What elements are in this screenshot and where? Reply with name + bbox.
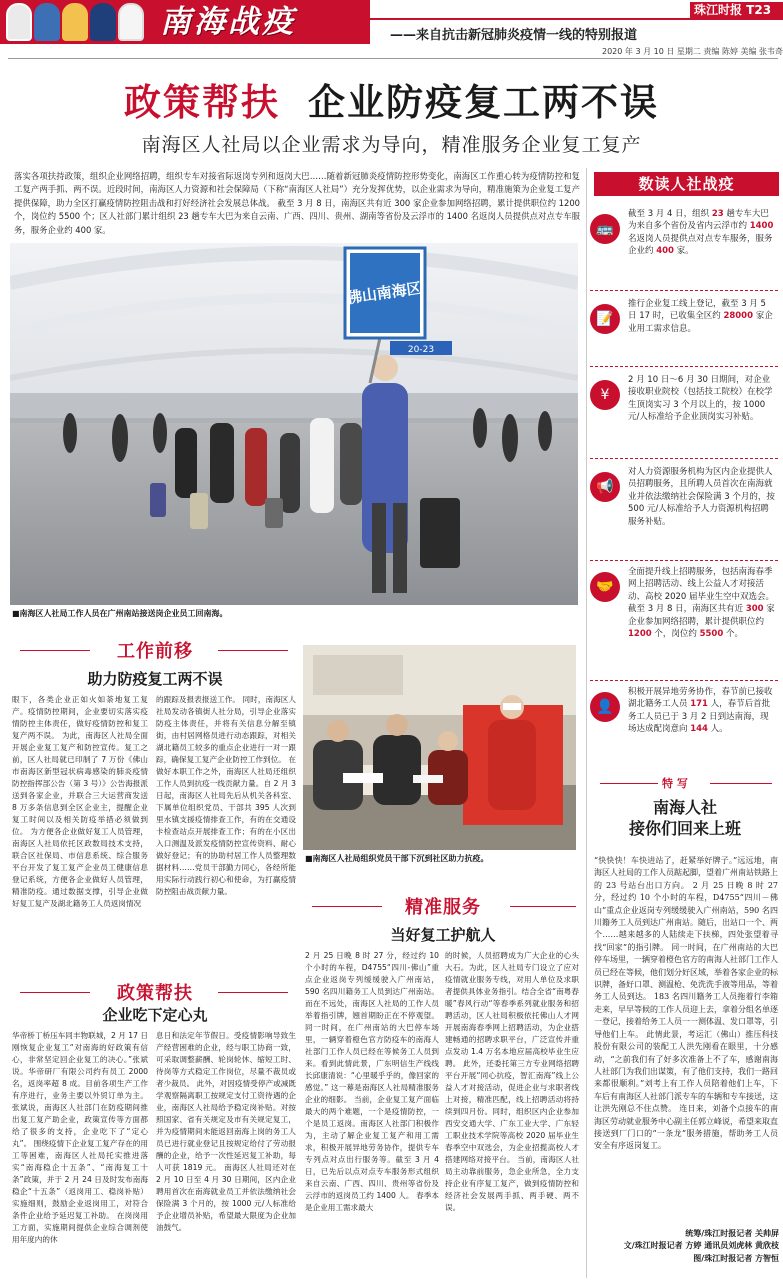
station-photo-illustration <box>10 243 578 605</box>
feature-deco-right <box>710 783 772 784</box>
sidebar-rule <box>590 290 778 291</box>
masthead-subtitle: ——来自抗击新冠肺炎疫情一线的特别报道 <box>390 28 638 43</box>
section1-title: 助力防疫复工两不误 <box>87 670 223 688</box>
sidebar-item-text: 全面提升线上招聘服务，包括南海春季网上招聘活动、线上公益人才对接活动、高校 2020 届毕业生空中双选会。截至 3 月 8 日，南海区共有近 300 家企业参加网络招聘，累计提供职位约 1200 个，岗位约 5500 个。 <box>628 567 775 640</box>
section2-kicker: 政策帮扶 <box>117 983 193 1004</box>
sidebar-item-money <box>590 374 780 454</box>
feature-deco-left <box>600 783 658 784</box>
top-divider <box>8 58 778 59</box>
masthead-title: 南海战疫 <box>160 4 296 40</box>
section3-col2: 的时候，人员招聘成为广大企业的心头大石。为此，区人社局专门设立了应对疫情就业服务专线，对用人单位及求职者提供具体业务指引。结合全省“南粤春暖”春风行动“等春季系列就业服务和招聘活动，区人社局积极依托佛山人才网开展南海春季网上招聘活动，为企业搭建畅通的招聘求职平台，广泛宣传并重点发动 1.4 万名本地应届高校毕业生应聘。 此外，还委托第三方专业网络招聘平台开展“同心抗疫，智汇南海”线上公益人才对接活动，促进企业与求职者线上对接，精准匹配，线上招聘活动将持续到四月份。同时，组织区内企业参加西安交通大学、广东工业大学、广东轻工职业技术学院等高校 2020 届毕业生春季空中双选会，为企业招揽高校人才搭建网络对接平台。 当前，南海区人社局主动靠前服务，急企业所急，全力支持企业有序复工复产，做到疫情防控和经济社会发展两手抓、两手硬、两不误。 <box>445 951 579 1212</box>
section1-col2: 的跟踪及报表报送工作。 同时，南海区人社局发动各镇街人社分局，引导企业落实防疫主体责任，并将有关信息分解至镇街，由村居网格员进行动态跟踪，对相关湖北籍员工较多的重点企业进行一对一跟踪，确保复工复产企业防控工作到位。 在做好本职工作之外，南海区人社局还组织工作人员到抗疫一线贡献力量。自 2 月 3 日起，南海区人社局先后从机关各科室、下属单位组织党员、干部共 395 人次到里水镇支援疫情排查工作，有的在交通设卡检查站点开展排查工作；有的在小区出入口测温及派发疫情防控宣传资料、耐心做好登记；有的协助村居工作人员整理数据材料……党员干部勤力同心，各经所能用实际行动践行初心和使命，为打赢疫情防控阻击战贡献力量。 <box>156 695 296 896</box>
money-icon: ¥ <box>590 380 620 410</box>
sidebar-rule <box>590 680 778 681</box>
section2-title: 企业吃下定心丸 <box>102 1006 208 1024</box>
community-photo-caption: ■南海区人社局组织党员干部下沉到社区助力抗疫。 <box>305 854 489 863</box>
credits <box>595 1228 779 1265</box>
document-icon: 📝 <box>590 304 620 334</box>
sidebar-heading: 数读人社战疫 <box>594 172 779 196</box>
community-photo <box>303 645 576 850</box>
sidebar-item-megaphone <box>590 466 780 556</box>
feature-title-line2: 接你们回来上班 <box>628 819 741 838</box>
section2-col2: 息日和法定年节假日。受疫情影响导致生产经营困难的企业，经与职工协商一致，可采取调整薪酬、轮岗轮休、缩短工时、待岗等方式稳定工作岗位，尽量不裁员或者少裁员。 此外，对因疫情受停产或减既学观察隔离职工按规定支付工资待遇的企业，南海区人社局给予稳定岗补贴。对按照国家、省有关规定及市有关规定复工，并为疫情期间未能返回南海上岗的务工人员已进行就业登记且按规定给付了劳动报酬的企业，给予一次性延迟复工补助，每人可获 1819 元。 南海区人社局还对在 2 月 10 日至 4 月 30 日期间，区内企业聘用首次在南海就业员工并依法缴纳社会保险满 3 个月的，按 1000 元/人标准给予企业增员补贴，希望最大限度为企业加油鼓气。 <box>156 1031 296 1232</box>
section3-col1: 2 月 25 日晚 8 时 27 分，经过约 10 个小时的车程，D4755“四川-佛山”重点企业返岗专列缓缓驶入广州南站，590 名四川籍务工人员到达广州南站。而在不远处，南海区人社局的工作人员举着指引牌，翘首期盼正在不停观望。同一时间，在广州南站的大巴停车场里，一辆穿着橙色官方防疫车的南海人社部门工作人员已经在等候务工人员到来。看到此情此景，广东明信生产线线长邱康清说：“心里暖乎乎的，像回家的感觉。” 这一幕是南海区人社局精准服务企业的细影。 当前，企业复工复产面临最大的两个难题，一个是疫情防控，一个是员工返岗。南海区人社部门积极作为，主动了解企业复工复产和用工需求，积极开展异地劳务协作，提供专车专列点对点出行服务等。截至 3 月 4 日，已先后以点对点专车服务形式组织来自云南、广西、四川、贵州等省份及云浮市的返岗员工约 1400 人。 春季本是企业用工需求最大 <box>305 951 439 1212</box>
handshake-icon: 🤝 <box>590 572 620 602</box>
headline-black: 企业防疫复工两不误 <box>308 80 659 124</box>
sidebar-item-bus <box>590 208 780 286</box>
sidebar-rule <box>590 458 778 459</box>
volunteer-illustration-icon <box>118 3 144 41</box>
page-subhead: 南海区人社局以企业需求为导向，精准服务企业复工复产 <box>141 134 642 156</box>
officer-illustration-icon <box>90 3 116 41</box>
sidebar-rule <box>590 366 778 367</box>
sidebar-divider <box>586 168 587 1278</box>
feature-badge: 特 写 <box>662 777 688 790</box>
section3-title: 当好复工护航人 <box>390 926 496 944</box>
sidebar-item-text: 积极开展异地劳务协作，春节前已接收湖北籍务工人员 171 人，春节后首批务工人员已于 3 月 2 日到达南海，现场达成配岗意向 144 人。 <box>628 687 773 735</box>
sidebar-item-text: 截至 3 月 4 日，组织 23 趟专车大巴为来自多个省份及省内云浮市约 1400 名返岗人员提供点对点专车服务，服务企业约 400 家。 <box>628 209 774 257</box>
sidebar-item-text: 对人力资源服务机构为区内企业提供人员招聘服务，且所聘人员首次在南海就业并依法缴纳社会保险满 3 个月的，按 500 元/人标准给予人力资源机构招聘服务补贴。 <box>628 467 775 527</box>
dateline: 2020 年 3 月 10 日 星期二 责编 陈婷 美编 张韦奇 <box>602 47 783 56</box>
sidebar-rule <box>590 560 778 561</box>
feature-title <box>592 797 778 839</box>
police-illustration-icon <box>34 3 60 41</box>
section2-col1: 华帝桥丁桥压车同丰物联城，2 月 17 日刚恢复企业复工“对南海的好政策有信心，非常坚定回企业复工的决心。”张斌说。华帝研厂有限公司约有员工 2000 名，返岗率超 8 成。目前各项生产工作有序进行，业务主要以外贸订单为主。张斌说，南海区人社部门在防疫期间推出复工复产助企业，政策宣传等方面都给了很多的支持，企业吃下了“定心丸”。 围绕疫情下企业复工复产存在的用工等困难，南海区人社局托实推进落实“南海稳企十五条”、“南海复工十条”政策，并于 2 月 24 日及时发布南海稳企“十五条”（返岗用工、稳岗补贴）实施细则，鼓励企业返岗用工，对符合条件企业给予延迟复工补助。 在岗岗用工方面，实施期间提供企业综合调剂使用年度内的休 <box>12 1031 148 1244</box>
section1-col1: 眼下，各类企业正如火如荼地复工复产。疫情防控期间，企业要切实落实疫情防控主体责任，做好疫情防控和复工复产两不误。 为此，南海区人社局全面开展企业复工复产和防控宣传。复工之前，区人社局就已印制了 7 万份《佛山市南海区新型冠状病毒感染的肺炎疫情防控指挥部公告（第 3 号）》公告海报派送到各家企业，并联合三大运营商发送 8 万多条信息到全区企业主，提醒企业复工时间以及相关防疫举措必须做到位。 为方便各企业做好复工人员管理，南海区人社局依托区政数局技术支持，联合区社保局、市信息系统、综合服务平台开发了复工复产企业员工健康信息登记系统，方便各企业做好人员管理，精准防疫。通过数据支撑，引导企业做好复工复产及湖北籍务工人员返岗情况 <box>12 695 148 908</box>
megaphone-icon: 📢 <box>590 472 620 502</box>
sidebar-item-text: 2 月 10 日～6 月 30 日期间，对企业接收职业院校（包括技工院校）在校学生顶岗实习 3 个月以上的，按 1000 元/人标准给予企业顶岗实习补贴。 <box>628 375 773 423</box>
page-headline <box>0 72 783 126</box>
credit-line: 图/珠江时报记者 方智恒 <box>693 1253 779 1263</box>
credit-line: 文/珠江时报记者 方婷 通讯员刘虎林 黄欣枝 <box>623 1241 779 1251</box>
credit-line: 统筹/珠江时报记者 关帅屏 <box>685 1229 779 1238</box>
headline-red: 政策帮扶 <box>124 80 280 124</box>
station-photo-caption: ■南海区人社局工作人员在广州南站接送岗企业员工回南海。 <box>12 609 228 618</box>
sidebar-item-text: 推行企业复工线上登记，截至 3 月 5 日 17 时，已收集全区约 28000 家企业用工需求信息。 <box>628 299 773 334</box>
section1-kicker: 工作前移 <box>117 641 193 662</box>
sidebar-item-person <box>590 686 780 756</box>
station-photo <box>10 243 578 605</box>
sidebar-item-handshake <box>590 566 780 676</box>
feature-body: “快快快！车快进站了，赶紧举好牌子。”远远地，南海区人社局的工作人员踮起脚，望着广州南站铁路上的 23 号站台出口方向。 2 月 25 日晚 8 时 27 分，经过约 10 个小时的车程，D4755“四川－佛山”重点企业返岗专列缓缓驶入广州南站，590 名四川籍务工人员到达广州南站。随后，出站口一个、两个……越来越多的人陆续走下扶梯，四处张望着寻找“回家”的指引牌。 同一时间，在广州南站的大巴停车场里，一辆穿着橙色官方的南海人社部门工作人员已经在等候，他们划分好区域，举着各家企业的标识牌，备好口罩、测温枪、免洗洗手液等用品，等着务工人员到达。 183 名四川籍务工人员拖着行李箱走来，早早等候的工作人员迎上去，拿着分组名单逐一登记，接着给务工人员一一测体温、发口罩等，引导他们上车。 此情此景，考运汇（佛山）推压科技股份有限公司的装配工人洪先刚看在眼里，十分感动，“之前我们有了好多次准备上不了车，感谢南海人社部门为我们出谋策，有了他们支持，我们一路回来都很顺利。”刘考上有工作人员陪着他们上车，下车后有南海区人社部门派专车的车辆和专车接送，这让洪先刚总不住点赞。 连日来，刘备个点接车的南海区劳动就业服务中心副主任郭立峰说，希望来取直接送到厂门口的“一条龙”服务措施，帮助务工人员安全有序返岗复工。 <box>594 856 778 1151</box>
bus-icon: 🚌 <box>590 214 620 244</box>
feature-title-line1: 南海人社 <box>652 798 717 817</box>
lead-paragraph: 落实各项扶持政策，组织企业网络招聘，组织专车对接省际返岗专列和返岗大巴……随着新冠肺炎疫情防控形势变化，南海区工作重心转为疫情防控和复工复产两手抓、两不误。近段时间，南海区人力资源和社会保障局（下称“南海区人社局”）充分发挥优势，以企业需求为导向，精准施策为企业复工复产提供保障，助力全区打赢疫情防控阻击战和打好经济社会发展总体战。 截至 3 月 8 日，南海区共有近 300 家企业参加网络招聘，累计提供职位约 1200 个，岗位约 5500 个；区人社部门累计组织 23 趟专车大巴为来自云南、广西、四川、贵州、湖南等省份及云浮市的 1400 名返岗人员提供点对点专车服务，服务企业约 400 家。 <box>14 171 580 235</box>
section3-kicker: 精准服务 <box>405 897 481 918</box>
platform-sign: 20-23 <box>407 345 435 355</box>
medical-worker-illustration-icon <box>6 3 32 41</box>
community-photo-illustration <box>303 645 576 850</box>
sidebar-item-document <box>590 298 780 358</box>
welcome-sign: 佛山南海区 <box>345 278 423 308</box>
worker-illustration-icon <box>62 3 88 41</box>
person-icon: 👤 <box>590 692 620 722</box>
page-badge: 珠江时报 T23 <box>690 2 783 19</box>
